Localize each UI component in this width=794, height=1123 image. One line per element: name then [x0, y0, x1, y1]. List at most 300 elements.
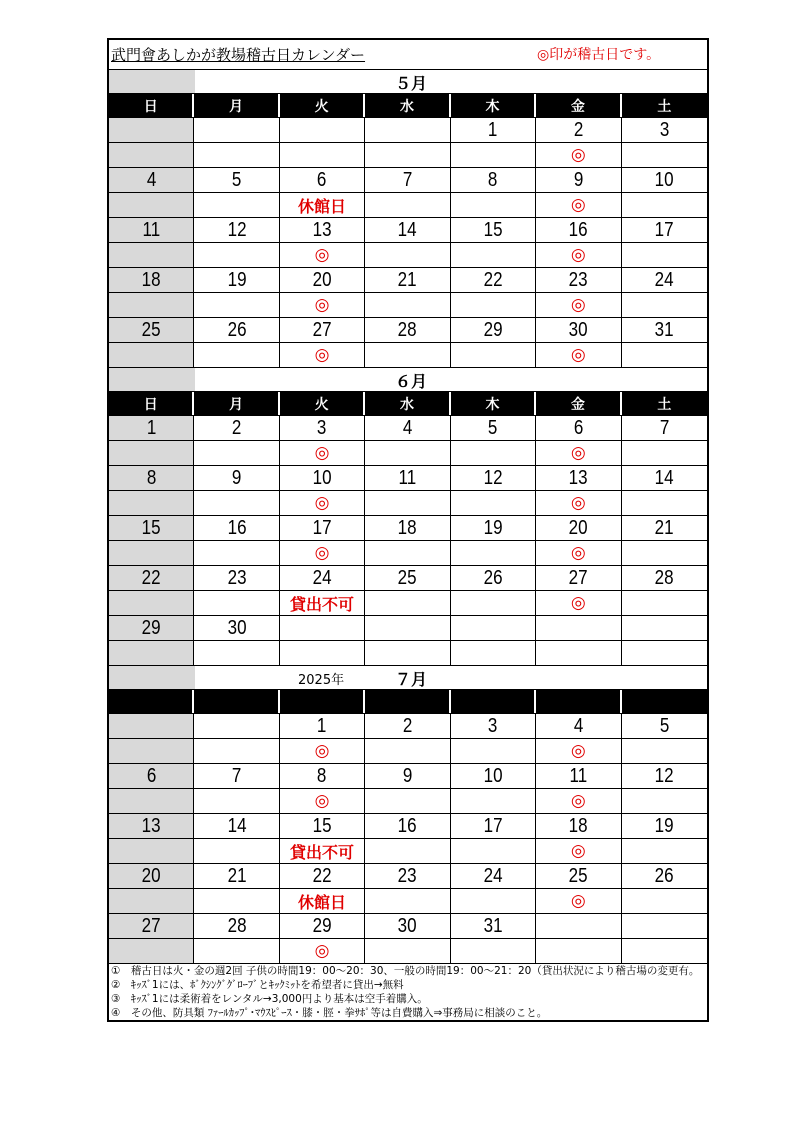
day-number-cell: [365, 218, 450, 242]
weekday-label: 木: [451, 392, 536, 415]
weekday-label: [536, 690, 621, 713]
day-number-cell: [280, 218, 365, 242]
day-number: 17: [654, 218, 674, 241]
day-number-cell: [536, 268, 621, 292]
day-number: 31: [483, 914, 503, 937]
day-note: [194, 491, 279, 515]
day-number-cell: [536, 864, 621, 888]
day-number-cell: [622, 566, 707, 590]
day-note: [451, 143, 536, 167]
day-number-cell: [365, 764, 450, 788]
day-number: 31: [654, 318, 674, 341]
weekday-label: [280, 690, 365, 713]
day-number-cell: [194, 168, 279, 192]
week-date-row: [109, 118, 707, 143]
weekday-label: 火: [280, 392, 365, 415]
day-number: 24: [654, 268, 674, 291]
day-note: [622, 293, 707, 317]
day-note: [365, 641, 450, 665]
day-note: [194, 591, 279, 615]
weekday-label: 月: [194, 392, 279, 415]
day-number-cell: [280, 914, 365, 938]
day-number: 4: [573, 714, 584, 737]
day-note: [622, 889, 707, 913]
day-number: 3: [659, 118, 669, 141]
day-note: [109, 143, 194, 167]
day-number-cell: [109, 814, 194, 838]
day-number-cell: [109, 416, 194, 440]
day-note: [194, 441, 279, 465]
day-number: 27: [141, 914, 161, 937]
weekday-label: [622, 690, 707, 713]
day-number-cell: [109, 466, 194, 490]
month-title: [195, 666, 707, 689]
day-number-cell: [365, 914, 450, 938]
day-number: 28: [398, 318, 417, 341]
day-number-cell: [451, 218, 536, 242]
week-date-row: [109, 516, 707, 541]
year-label: 2025年: [298, 673, 345, 688]
practice-mark: ◎: [280, 939, 365, 963]
weekday-label: 日: [109, 392, 194, 415]
day-number-cell: [280, 764, 365, 788]
day-number: 1: [146, 416, 156, 439]
day-note: [365, 939, 450, 963]
day-number-cell: [280, 268, 365, 292]
day-number-cell: [451, 318, 536, 342]
day-number-cell: [280, 168, 365, 192]
notes-section: [109, 964, 707, 1020]
week-date-row: [109, 318, 707, 343]
week-date-row: [109, 714, 707, 739]
day-number-cell: [194, 714, 279, 738]
day-note: [109, 243, 194, 267]
day-number-cell: [365, 118, 450, 142]
day-number-cell: [194, 566, 279, 590]
week-date-row: [109, 864, 707, 889]
weekday-label: [451, 690, 536, 713]
weekday-label: 水: [365, 94, 450, 117]
day-number-cell: [280, 864, 365, 888]
day-number-cell: [622, 914, 707, 938]
day-note: [451, 591, 536, 615]
day-note: [109, 591, 194, 615]
day-note: [451, 789, 536, 813]
week-date-row: [109, 566, 707, 591]
day-note: [194, 243, 279, 267]
practice-mark: ◎: [280, 789, 365, 813]
weekday-label: 日: [109, 94, 194, 117]
day-number: 20: [312, 268, 332, 291]
day-number: 22: [483, 268, 503, 291]
day-number-cell: [536, 416, 621, 440]
day-number: 30: [227, 616, 247, 639]
week-mark-row: [109, 939, 707, 964]
day-note: [451, 889, 536, 913]
month-title-spacer: [109, 70, 195, 93]
day-note: [622, 939, 707, 963]
month-title: [195, 70, 707, 93]
day-number: 24: [483, 864, 503, 887]
legend-note: ◎印が稽古日です。: [537, 47, 661, 63]
practice-mark: ◎: [536, 889, 621, 913]
day-number-cell: [109, 168, 194, 192]
day-note: [365, 789, 450, 813]
day-number: 8: [146, 466, 156, 489]
day-number-cell: [451, 268, 536, 292]
day-number-cell: [194, 616, 279, 640]
day-note: [622, 591, 707, 615]
day-number: 7: [659, 416, 669, 439]
month-title-row: [109, 70, 707, 94]
day-note: [451, 491, 536, 515]
practice-mark: ◎: [536, 491, 621, 515]
day-number-cell: [109, 218, 194, 242]
day-number-cell: [365, 168, 450, 192]
day-number: 30: [568, 318, 588, 341]
day-note: [365, 143, 450, 167]
day-note: [109, 343, 194, 367]
day-number: 18: [398, 516, 417, 539]
practice-mark: ◎: [536, 193, 621, 217]
day-number: 3: [488, 714, 498, 737]
day-note: [194, 739, 279, 763]
day-number-cell: [451, 416, 536, 440]
day-number: 28: [227, 914, 247, 937]
day-number-cell: [536, 218, 621, 242]
day-note: [109, 293, 194, 317]
day-number-cell: [365, 566, 450, 590]
weekday-label: 金: [536, 94, 621, 117]
practice-mark: ◎: [536, 789, 621, 813]
week-mark-row: [109, 193, 707, 218]
practice-mark: ◎: [280, 243, 365, 267]
day-number-cell: [536, 616, 621, 640]
weekday-label: 木: [451, 94, 536, 117]
practice-mark: ◎: [280, 541, 365, 565]
day-number-cell: [365, 516, 450, 540]
week-date-row: [109, 616, 707, 641]
practice-mark: ◎: [536, 591, 621, 615]
practice-mark: ◎: [280, 491, 365, 515]
day-number-cell: [622, 118, 707, 142]
note-line: ② ｷｯｽﾞ1には、ﾎﾞｸｼﾝｸﾞｸﾞﾛｰﾌﾞとｷｯｸﾐｯﾄを希望者に貸出→無料: [111, 979, 404, 991]
day-number: 16: [568, 218, 588, 241]
month-title-row: [109, 368, 707, 392]
day-number: 11: [569, 764, 588, 787]
day-number: 23: [227, 566, 247, 589]
day-number-cell: [622, 466, 707, 490]
practice-mark: ◎: [536, 243, 621, 267]
day-note: [622, 441, 707, 465]
practice-mark: ◎: [536, 293, 621, 317]
day-number: 13: [312, 218, 332, 241]
month-label: ６月: [395, 372, 428, 391]
day-number: 30: [398, 914, 417, 937]
day-number: 25: [141, 318, 161, 341]
day-number: 15: [483, 218, 503, 241]
day-note: [451, 839, 536, 863]
day-number-cell: [280, 318, 365, 342]
day-note: [451, 343, 536, 367]
week-date-row: [109, 218, 707, 243]
month-label: ５月: [395, 74, 428, 93]
day-number: 4: [146, 168, 156, 191]
day-number: 21: [398, 268, 417, 291]
day-number: 5: [488, 416, 498, 439]
day-number-cell: [365, 864, 450, 888]
day-note: [622, 739, 707, 763]
day-number-cell: [451, 914, 536, 938]
day-number-cell: [365, 318, 450, 342]
day-number: 12: [483, 466, 503, 489]
day-note: [109, 441, 194, 465]
day-number-cell: [622, 318, 707, 342]
day-number-cell: [622, 218, 707, 242]
day-note: [109, 839, 194, 863]
day-note: [536, 641, 621, 665]
day-note: [194, 939, 279, 963]
day-number: 24: [312, 566, 332, 589]
day-note: [451, 739, 536, 763]
day-note: [622, 839, 707, 863]
day-number-cell: [451, 168, 536, 192]
day-note: [451, 541, 536, 565]
month-title-row: [109, 666, 707, 690]
day-number-cell: [280, 616, 365, 640]
day-number: 10: [483, 764, 503, 787]
week-date-row: [109, 914, 707, 939]
day-number: 15: [141, 516, 161, 539]
day-note: [451, 293, 536, 317]
day-note: [536, 939, 621, 963]
week-mark-row: [109, 889, 707, 914]
weekday-header-row: [109, 690, 707, 714]
day-number: 17: [312, 516, 332, 539]
day-note: [109, 541, 194, 565]
day-number-cell: [109, 914, 194, 938]
weekday-label: [194, 690, 279, 713]
day-number-cell: [194, 864, 279, 888]
day-note: 貸出不可: [280, 591, 365, 615]
day-number: 11: [142, 218, 161, 241]
day-number-cell: [365, 416, 450, 440]
practice-mark: ◎: [280, 441, 365, 465]
practice-mark: ◎: [280, 293, 365, 317]
practice-mark: ◎: [280, 739, 365, 763]
day-note: [109, 193, 194, 217]
week-mark-row: [109, 739, 707, 764]
day-number-cell: [194, 914, 279, 938]
day-number-cell: [194, 516, 279, 540]
day-note: [194, 789, 279, 813]
day-number-cell: [622, 814, 707, 838]
day-note: [194, 839, 279, 863]
day-number: 1: [488, 118, 498, 141]
day-number-cell: [536, 118, 621, 142]
day-note: [109, 641, 194, 665]
day-number: 22: [312, 864, 332, 887]
day-note: [451, 641, 536, 665]
day-note: [194, 343, 279, 367]
day-number-cell: [194, 416, 279, 440]
day-number-cell: [536, 914, 621, 938]
day-note: [365, 889, 450, 913]
day-note: [622, 143, 707, 167]
day-number-cell: [194, 268, 279, 292]
day-number: 27: [568, 566, 588, 589]
note-line: ③ ｷｯｽﾞ1には柔術着をレンタル→3,000円より基本は空手着購入。: [111, 993, 428, 1005]
day-number: 13: [141, 814, 161, 837]
day-number: 6: [146, 764, 156, 787]
day-number: 15: [312, 814, 332, 837]
day-number-cell: [622, 416, 707, 440]
day-number: 5: [231, 168, 242, 191]
day-note: [365, 343, 450, 367]
day-number-cell: [622, 268, 707, 292]
day-number-cell: [622, 764, 707, 788]
practice-mark: ◎: [536, 343, 621, 367]
day-number-cell: [451, 566, 536, 590]
month-title-spacer: [109, 368, 195, 391]
day-note: [194, 889, 279, 913]
day-number-cell: [365, 616, 450, 640]
day-note: [365, 243, 450, 267]
weekday-header-row: [109, 392, 707, 416]
day-number-cell: [194, 118, 279, 142]
weekday-label: 土: [657, 98, 672, 115]
day-number: 29: [483, 318, 503, 341]
weekday-header-row: [109, 94, 707, 118]
day-note: [194, 193, 279, 217]
day-number: 7: [402, 168, 413, 191]
day-number: 7: [231, 764, 242, 787]
day-number-cell: [536, 714, 621, 738]
day-number: 13: [568, 466, 588, 489]
month-title-spacer: [109, 666, 195, 689]
weekday-label: 金: [536, 392, 621, 415]
week-date-row: [109, 814, 707, 839]
day-number: 29: [141, 616, 161, 639]
day-number: 19: [227, 268, 247, 291]
practice-mark: ◎: [536, 143, 621, 167]
day-number: 22: [141, 566, 161, 589]
day-note: [365, 193, 450, 217]
day-note: [365, 541, 450, 565]
day-note: [109, 789, 194, 813]
week-mark-row: [109, 441, 707, 466]
day-note: [451, 939, 536, 963]
day-note: [622, 491, 707, 515]
day-number: 16: [398, 814, 417, 837]
practice-mark: ◎: [536, 541, 621, 565]
day-note: [622, 243, 707, 267]
weekday-label: 月: [194, 94, 279, 117]
day-number-cell: [451, 764, 536, 788]
day-number: 12: [654, 764, 674, 787]
day-number: 20: [141, 864, 161, 887]
day-number-cell: [622, 714, 707, 738]
day-note: [622, 541, 707, 565]
day-number: 19: [654, 814, 674, 837]
day-note: [622, 343, 707, 367]
day-number-cell: [280, 466, 365, 490]
week-mark-row: [109, 591, 707, 616]
day-number: 9: [573, 168, 584, 191]
day-number: 17: [483, 814, 503, 837]
day-number: 14: [227, 814, 247, 837]
day-note: [365, 441, 450, 465]
week-date-row: [109, 764, 707, 789]
day-note: 貸出不可: [280, 839, 365, 863]
week-date-row: [109, 416, 707, 441]
day-number: 23: [568, 268, 588, 291]
day-number-cell: [109, 268, 194, 292]
practice-mark: ◎: [536, 739, 621, 763]
day-number: 29: [312, 914, 332, 937]
day-number: 21: [227, 864, 247, 887]
day-note: [194, 641, 279, 665]
weekday-label: 土: [657, 396, 672, 413]
weekday-label: 水: [365, 392, 450, 415]
day-number-cell: [451, 864, 536, 888]
day-number-cell: [622, 864, 707, 888]
week-mark-row: [109, 293, 707, 318]
week-mark-row: [109, 789, 707, 814]
day-number: 3: [317, 416, 327, 439]
day-note: [109, 739, 194, 763]
weekday-label: [365, 690, 450, 713]
day-number-cell: [109, 566, 194, 590]
day-note: [451, 441, 536, 465]
day-number: 1: [317, 714, 327, 737]
day-number: 28: [654, 566, 674, 589]
day-number-cell: [280, 566, 365, 590]
week-mark-row: [109, 641, 707, 666]
months-container: [109, 70, 707, 964]
calendar-header: [109, 40, 707, 70]
day-number-cell: [536, 168, 621, 192]
day-number: 4: [402, 416, 413, 439]
day-note: [194, 293, 279, 317]
day-number-cell: [365, 714, 450, 738]
day-number-cell: [194, 814, 279, 838]
day-number: 6: [573, 416, 584, 439]
day-number: 2: [573, 118, 584, 141]
day-number: 11: [398, 466, 417, 489]
day-number-cell: [280, 516, 365, 540]
day-number-cell: [451, 516, 536, 540]
day-number-cell: [451, 466, 536, 490]
day-note: [622, 789, 707, 813]
day-note: [451, 193, 536, 217]
month-label: ７月: [395, 670, 428, 689]
day-note: [109, 889, 194, 913]
day-note: [622, 193, 707, 217]
day-number-cell: [536, 566, 621, 590]
day-number: 25: [568, 864, 588, 887]
day-number-cell: [109, 118, 194, 142]
note-line: ① 稽古日は火・金の週2回 子供の時間19：00～20：30、一般の時間19：00～21：20（貸出状況により稽古場の変更有。: [111, 965, 700, 977]
day-number-cell: [622, 516, 707, 540]
day-note: [365, 491, 450, 515]
day-note: [194, 143, 279, 167]
day-number-cell: [280, 118, 365, 142]
day-number-cell: [451, 714, 536, 738]
day-number: 2: [402, 714, 413, 737]
week-date-row: [109, 168, 707, 193]
day-number: 10: [654, 168, 674, 191]
